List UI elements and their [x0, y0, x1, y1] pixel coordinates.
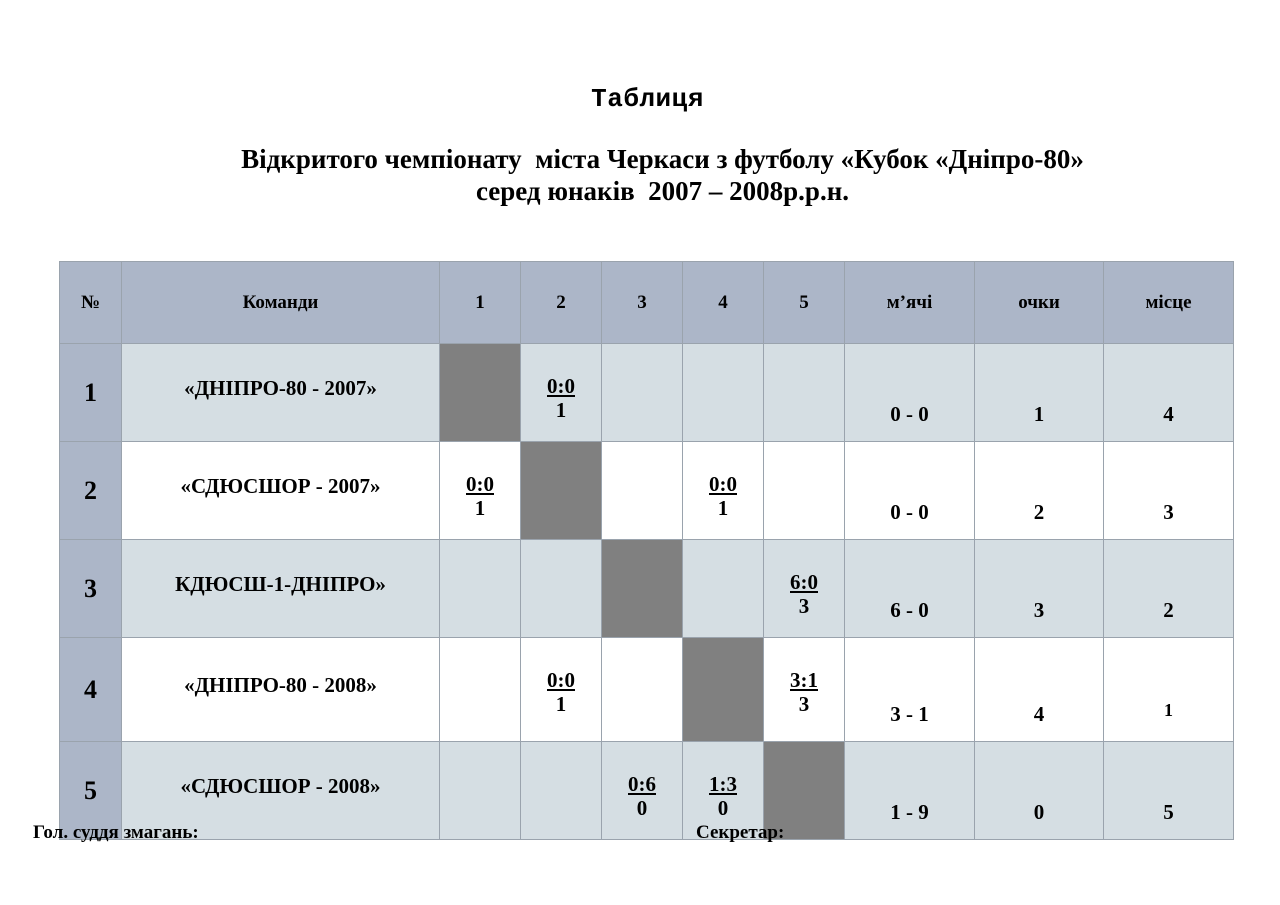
- match-points: 0: [717, 796, 729, 820]
- place-cell: 1: [1104, 638, 1234, 742]
- match-points: 1: [717, 496, 729, 520]
- match-score: 1:3: [709, 772, 737, 796]
- header-col-5: 5: [764, 262, 845, 344]
- match-result: [440, 472, 520, 520]
- place-cell: 3: [1104, 442, 1234, 540]
- diagonal-cell: [683, 638, 764, 742]
- match-cell: [764, 442, 845, 540]
- diagonal-cell: [602, 540, 683, 638]
- header-col-2: 2: [521, 262, 602, 344]
- team-name: «ДНІПРО-80 - 2007»: [122, 344, 440, 442]
- match-cell: [602, 344, 683, 442]
- match-cell: [602, 742, 683, 840]
- points-cell: 1: [975, 344, 1104, 442]
- match-score: 0:6: [628, 772, 656, 796]
- match-cell: [440, 638, 521, 742]
- table-row: [60, 442, 1234, 540]
- match-cell: [602, 638, 683, 742]
- match-cell: [683, 442, 764, 540]
- match-result: [521, 668, 601, 716]
- row-number: 2: [60, 442, 122, 540]
- row-number: 3: [60, 540, 122, 638]
- match-cell: [521, 344, 602, 442]
- header-teams: Команди: [122, 262, 440, 344]
- team-name: «СДЮСШОР - 2007»: [122, 442, 440, 540]
- table-row: [60, 742, 1234, 840]
- table-row: [60, 540, 1234, 638]
- match-cell: [521, 540, 602, 638]
- match-points: 1: [474, 496, 486, 520]
- match-cell: [521, 742, 602, 840]
- row-number: 1: [60, 344, 122, 442]
- match-result: [602, 772, 682, 820]
- goals-cell: 1 - 9: [845, 742, 975, 840]
- header-number: №: [60, 262, 122, 344]
- match-points: 3: [798, 692, 810, 716]
- diagonal-cell: [521, 442, 602, 540]
- place-cell: 2: [1104, 540, 1234, 638]
- match-points: 3: [798, 594, 810, 618]
- header-col-4: 4: [683, 262, 764, 344]
- match-cell: [764, 344, 845, 442]
- match-cell: [521, 638, 602, 742]
- row-number: 5: [60, 742, 122, 840]
- match-cell: [602, 442, 683, 540]
- team-name: «СДЮСШОР - 2008»: [122, 742, 440, 840]
- chief-judge-label: Гол. суддя змагань:: [33, 822, 199, 843]
- match-cell: [683, 540, 764, 638]
- subtitle-line-2: серед юнаків 2007 – 2008р.р.н.: [475, 176, 850, 206]
- match-score: 3:1: [790, 668, 818, 692]
- match-points: 1: [555, 692, 567, 716]
- match-cell: [440, 742, 521, 840]
- goals-cell: 0 - 0: [845, 442, 975, 540]
- match-result: [683, 472, 763, 520]
- match-cell: [440, 540, 521, 638]
- goals-cell: 6 - 0: [845, 540, 975, 638]
- match-cell: [764, 540, 845, 638]
- points-cell: 3: [975, 540, 1104, 638]
- header-points: очки: [975, 262, 1104, 344]
- header-col-3: 3: [602, 262, 683, 344]
- place-cell: 5: [1104, 742, 1234, 840]
- subtitle-line-1: Відкритого чемпіонату міста Черкаси з футболу «Кубок «Дніпро-80»: [241, 144, 1084, 174]
- match-score: 0:0: [547, 668, 575, 692]
- place-cell: 4: [1104, 344, 1234, 442]
- document-subtitle: [0, 143, 1280, 207]
- row-number: 4: [60, 638, 122, 742]
- goals-cell: 3 - 1: [845, 638, 975, 742]
- points-cell: 0: [975, 742, 1104, 840]
- match-result: [764, 570, 844, 618]
- match-cell: [440, 442, 521, 540]
- goals-cell: 0 - 0: [845, 344, 975, 442]
- table-header-row: [60, 262, 1234, 344]
- match-cell: [764, 638, 845, 742]
- match-cell: [683, 344, 764, 442]
- standings-table: [59, 261, 1234, 840]
- header-place: місце: [1104, 262, 1234, 344]
- match-score: 0:0: [466, 472, 494, 496]
- points-cell: 4: [975, 638, 1104, 742]
- table-row: [60, 344, 1234, 442]
- team-name: «ДНІПРО-80 - 2008»: [122, 638, 440, 742]
- points-cell: 2: [975, 442, 1104, 540]
- header-goals: м’ячі: [845, 262, 975, 344]
- table-row: [60, 638, 1234, 742]
- diagonal-cell: [440, 344, 521, 442]
- document-title: Таблиця: [591, 84, 704, 114]
- match-points: 0: [636, 796, 648, 820]
- match-score: 0:0: [547, 374, 575, 398]
- header-col-1: 1: [440, 262, 521, 344]
- match-result: [764, 668, 844, 716]
- match-result: [683, 772, 763, 820]
- secretary-label: Секретар:: [696, 822, 785, 843]
- match-score: 0:0: [709, 472, 737, 496]
- team-name: КДЮСШ-1-ДНІПРО»: [122, 540, 440, 638]
- match-score: 6:0: [790, 570, 818, 594]
- match-points: 1: [555, 398, 567, 422]
- match-result: [521, 374, 601, 422]
